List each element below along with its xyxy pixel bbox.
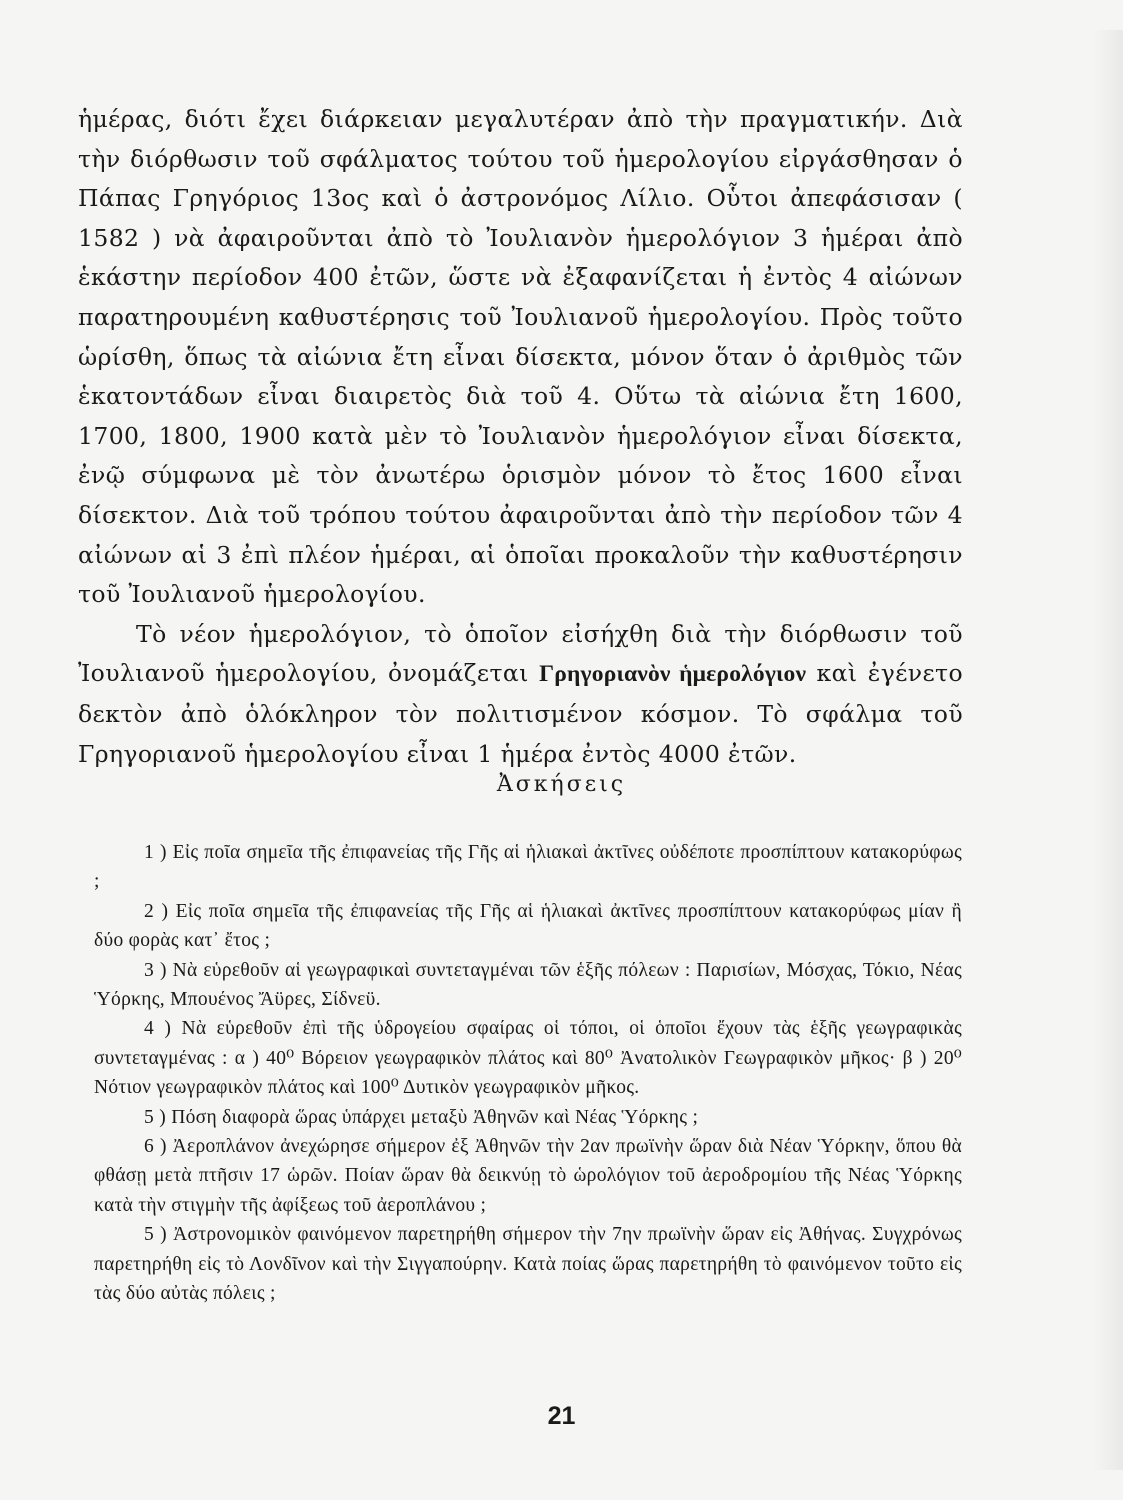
- bold-term-gregorian-calendar: Γρηγοριανὸν ἡμερολόγιον: [539, 661, 807, 688]
- paragraph-gregorian-calendar: [78, 615, 963, 774]
- exercise-item: 2 ) Εἰς ποῖα σημεῖα τῆς ἐπιφανείας τῆς Γῆς αἱ ἡλιακαὶ ἀκτῖνες προσπίπτουν κατακορύφως μίαν ἢ δύο φορὰς κατ᾽ ἔτος ;: [94, 900, 962, 952]
- exercises-heading: Ἀσκήσεις: [496, 772, 627, 797]
- exercise-item: 5 ) Πόση διαφορὰ ὥρας ὑπάρχει μεταξὺ Ἀθηνῶν καὶ Νέας Ὑόρκης ;: [144, 1106, 699, 1128]
- page-number: 21: [547, 1402, 576, 1430]
- paragraph-julian-calendar-correction: ἡμέρας, διότι ἔχει διάρκειαν μεγαλυτέραν ἀπὸ τὴν πραγματικήν. Διὰ τὴν διόρθωσιν τοῦ σφάλματος τούτου τοῦ ἡμερολογίου εἰργάσθησαν ὁ Πάπας Γρηγόριος 13ος καὶ ὁ ἀστρονόμος Λίλιο. Οὗτοι ἀπεφάσισαν ( 1582 ) νὰ ἀφαιροῦνται ἀπὸ τὸ Ἰουλιανὸν ἡμερολόγιον 3 ἡμέραι ἀπὸ ἑκάστην περίοδον 400 ἐτῶν, ὥστε νὰ ἐξαφανίζεται ἡ ἐντὸς 4 αἰώνων παρατηρουμένη καθυστέρησις τοῦ Ἰουλιανοῦ ἡμερολογίου. Πρὸς τοῦτο ὡρίσθη, ὅπως τὰ αἰώνια ἔτη εἶναι δίσεκτα, μόνον ὅταν ὁ ἀριθμὸς τῶν ἑκατοντάδων εἶναι διαιρετὸς διὰ τοῦ 4. Οὕτω τὰ αἰώνια ἔτη 1600, 1700, 1800, 1900 κατὰ μὲν τὸ Ἰουλιανὸν ἡμερολόγιον εἶναι δίσεκτα, ἐνῷ σύμφωνα μὲ τὸν ἀνωτέρω ὁρισμὸν μόνον τὸ ἔτος 1600 εἶναι δίσεκτον. Διὰ τοῦ τρόπου τούτου ἀφαιροῦνται ἀπὸ τὴν περίοδον τῶν 4 αἰώνων αἱ 3 ἐπὶ πλέον ἡμέραι, αἱ ὁποῖαι προκαλοῦν τὴν καθυστέρησιν τοῦ Ἰουλιανοῦ ἡμερολογίου.: [78, 105, 963, 609]
- page-edge-shadow: [1093, 30, 1123, 1470]
- exercises-list: [94, 838, 962, 1309]
- main-text: [78, 100, 963, 774]
- exercise-item: 5 ) Ἀστρονομικὸν φαινόμενον παρετηρήθη σήμερον τὴν 7ην πρωϊνὴν ὥραν εἰς Ἀθήνας. Συγχρόνως παρετηρήθη εἰς τὸ Λονδῖνον καὶ τὴν Σιγγαπούρην. Κατὰ ποίας ὥρας παρετηρήθη τὸ φαινόμενον τοῦτο εἰς τὰς δύο αὐτὰς πόλεις ;: [94, 1224, 962, 1305]
- exercise-item: 3 ) Νὰ εὑρεθοῦν αἱ γεωγραφικαὶ συντεταγμέναι τῶν ἑξῆς πόλεων : Παρισίων, Μόσχας, Τόκιο, Νέας Ὑόρκης, Μπουένος Ἄϋρες, Σίδνεϋ.: [94, 959, 962, 1011]
- paragraph-text-start: Τὸ νέον ἡμερολόγιον, τὸ ὁποῖον εἰσήχθη διὰ τὴν διόρθωσιν τοῦ Ἰουλιανοῦ ἡμερολογίου, ὀνομάζεται: [78, 619, 963, 688]
- exercise-item: 1 ) Εἰς ποῖα σημεῖα τῆς ἐπιφανείας τῆς Γῆς αἱ ἡλιακαὶ ἀκτῖνες οὐδέποτε προσπίπτουν κατακορύφως ;: [94, 842, 962, 893]
- exercise-item: 4 ) Νὰ εὑρεθοῦν ἐπὶ τῆς ὑδρογείου σφαίρας οἱ τόποι, οἱ ὁποῖοι ἔχουν τὰς ἑξῆς γεωγραφικὰς συντεταγμένας : α ) 40⁰ Βόρειον γεωγραφικὸν πλάτος καὶ 80⁰ Ἀνατολικὸν Γεωγραφικὸν μῆκος· β ) 20⁰ Νότιον γεωγραφικὸν πλάτος καὶ 100⁰ Δυτικὸν γεωγραφικὸν μῆκος.: [94, 1018, 962, 1099]
- paragraph-text-end: καὶ ἐγένετο δεκτὸν ἀπὸ ὁλόκληρον τὸν πολιτισμένον κόσμον. Τὸ σφάλμα τοῦ Γρηγοριανοῦ ἡμερολογίου εἶναι 1 ἡμέρα ἐντὸς 4000 ἐτῶν.: [78, 659, 963, 768]
- exercise-item: 6 ) Ἀεροπλάνον ἀνεχώρησε σήμερον ἐξ Ἀθηνῶν τὴν 2αν πρωϊνὴν ὥραν διὰ Νέαν Ὑόρκην, ὅπου θὰ φθάσῃ μετὰ πτῆσιν 17 ὡρῶν. Ποίαν ὥραν θὰ δεικνύῃ τὸ ὡρολόγιον τοῦ ἀεροδρομίου τῆς Νέας Ὑόρκης κατὰ τὴν στιγμὴν τῆς ἀφίξεως τοῦ ἀεροπλάνου ;: [94, 1136, 962, 1216]
